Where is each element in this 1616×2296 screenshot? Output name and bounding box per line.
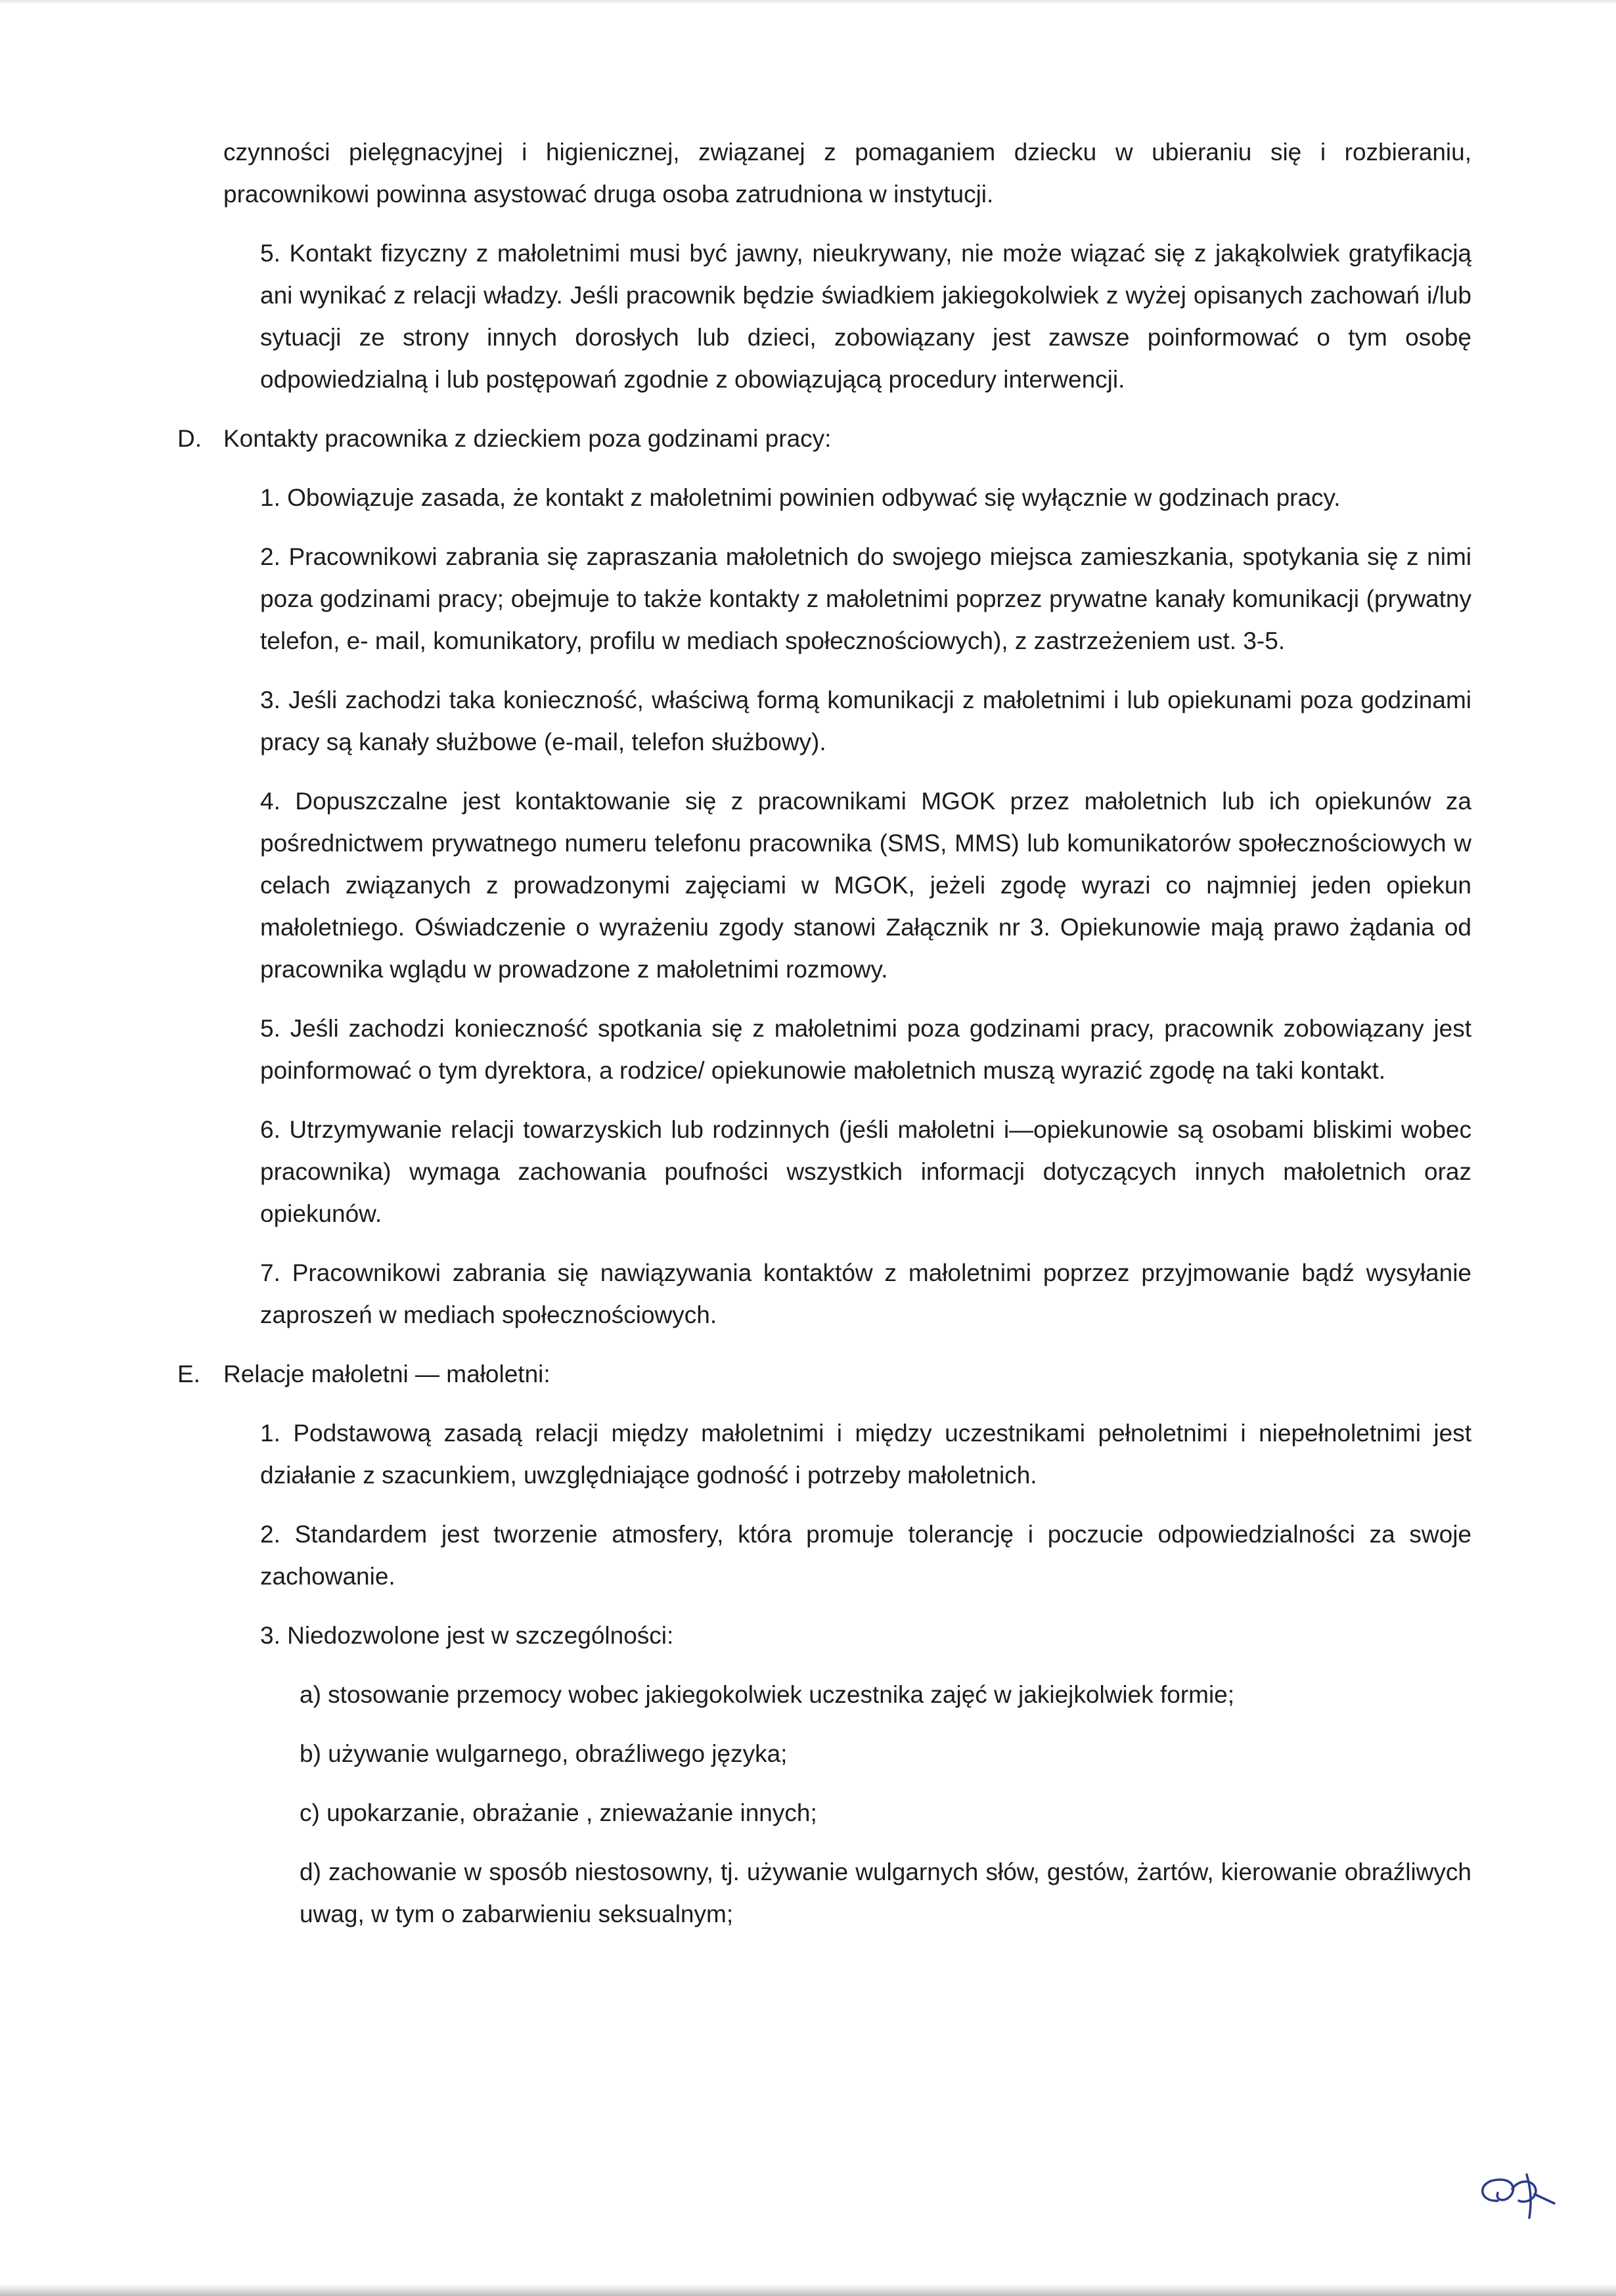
c-item-5: 5. Kontakt fizyczny z małoletnimi musi być jawny, nieukrywany, nie może wiązać się z jakąkolwiek gratyfikacją ani wynikać z relacji władzy. Jeśli pracownik będzie świadkiem jakiegokolwiek z wyżej opisanych zachowań i/lub sytuacji ze strony innych dorosłych lub dzieci, zobowiązany jest zawsze poinformować o tym osobę odpowiedzialną i lub postępowań zgodnie z obowiązującą procedury interwencji.: [260, 240, 1471, 393]
section-d-title: Kontakty pracownika z dzieckiem poza godzinami pracy:: [223, 425, 832, 452]
document-body: [177, 131, 1471, 1952]
e-item-3a: a) stosowanie przemocy wobec jakiegokolwiek uczestnika zajęć w jakiejkolwiek formie;: [300, 1681, 1235, 1708]
d-item-5: 5. Jeśli zachodzi konieczność spotkania się z małoletnimi poza godzinami pracy, pracownik zobowiązany jest poinformować o tym dyrektora, a rodzice/ opiekunowie małoletnich muszą wyrazić zgodę na taki kontakt.: [260, 1015, 1471, 1084]
section-e-title: Relacje małoletni — małoletni:: [223, 1361, 550, 1387]
section-d-heading: [177, 418, 1471, 460]
d-item-6: 6. Utrzymywanie relacji towarzyskich lub rodzinnych (jeśli małoletni i—opiekunowie są osobami bliskimi wobec pracownika) wymaga zachowania poufności wszystkich informacji dotyczących innych małoletnich oraz opiekunów.: [260, 1116, 1471, 1227]
e-item-3d: d) zachowanie w sposób niestosowny, tj. używanie wulgarnych słów, gestów, żartów, kierowanie obraźliwych uwag, w tym o zabarwieniu seksualnym;: [300, 1858, 1471, 1927]
d-item-7: 7. Pracownikowi zabrania się nawiązywania kontaktów z małoletnimi poprzez przyjmowanie bądź wysyłanie zaproszeń w mediach społecznościowych.: [260, 1259, 1471, 1328]
e-item-3: 3. Niedozwolone jest w szczególności:: [260, 1622, 674, 1649]
d-item-1: 1. Obowiązuje zasada, że kontakt z małoletnimi powinien odbywać się wyłącznie w godzinach pracy.: [260, 484, 1341, 511]
section-e-heading: [177, 1353, 1471, 1395]
section-d-letter: D.: [177, 425, 202, 452]
scan-edge-top: [0, 0, 1616, 4]
signature-initials-icon: [1471, 2155, 1570, 2227]
e-item-1: 1. Podstawową zasadą relacji między małoletnimi i między uczestnikami pełnoletnimi i niepełnoletnimi jest działanie z szacunkiem, uwzględniające godność i potrzeby małoletnich.: [260, 1420, 1471, 1489]
e-item-3b: b) używanie wulgarnego, obraźliwego języka;: [300, 1740, 788, 1767]
section-e-letter: E.: [177, 1361, 200, 1387]
d-item-4: 4. Dopuszczalne jest kontaktowanie się z pracownikami MGOK przez małoletnich lub ich opiekunów za pośrednictwem prywatnego numeru telefonu pracownika (SMS, MMS) lub komunikatorów społecznościowych w celach związanych z prowadzonymi zajęciami w MGOK, jeżeli zgodę wyrazi co najmniej jeden opiekun małoletniego. Oświadczenie o wyrażeniu zgody stanowi Załącznik nr 3. Opiekunowie mają prawo żądania od pracownika wglądu w prowadzone z małoletnimi rozmowy.: [260, 788, 1471, 983]
d-item-2: 2. Pracownikowi zabrania się zapraszania małoletnich do swojego miejsca zamieszkania, spotykania się z nimi poza godzinami pracy; obejmuje to także kontakty z małoletnimi poprzez prywatne kanały komunikacji (prywatny telefon, e- mail, komunikatory, profilu w mediach społecznościowych), z zastrzeżeniem ust. 3-5.: [260, 543, 1471, 654]
continued-paragraph: czynności pielęgnacyjnej i higienicznej, związanej z pomaganiem dziecku w ubieraniu się i rozbieraniu, pracownikowi powinna asystować druga osoba zatrudniona w instytucji.: [223, 139, 1471, 208]
e-item-2: 2. Standardem jest tworzenie atmosfery, która promuje tolerancję i poczucie odpowiedzialności za swoje zachowanie.: [260, 1521, 1471, 1590]
d-item-3: 3. Jeśli zachodzi taka konieczność, właściwą formą komunikacji z małoletnimi i lub opiekunami poza godzinami pracy są kanały służbowe (e-mail, telefon służbowy).: [260, 687, 1471, 755]
e-item-3c: c) upokarzanie, obrażanie , znieważanie innych;: [300, 1799, 817, 1826]
scan-edge-bottom: [0, 2284, 1616, 2296]
